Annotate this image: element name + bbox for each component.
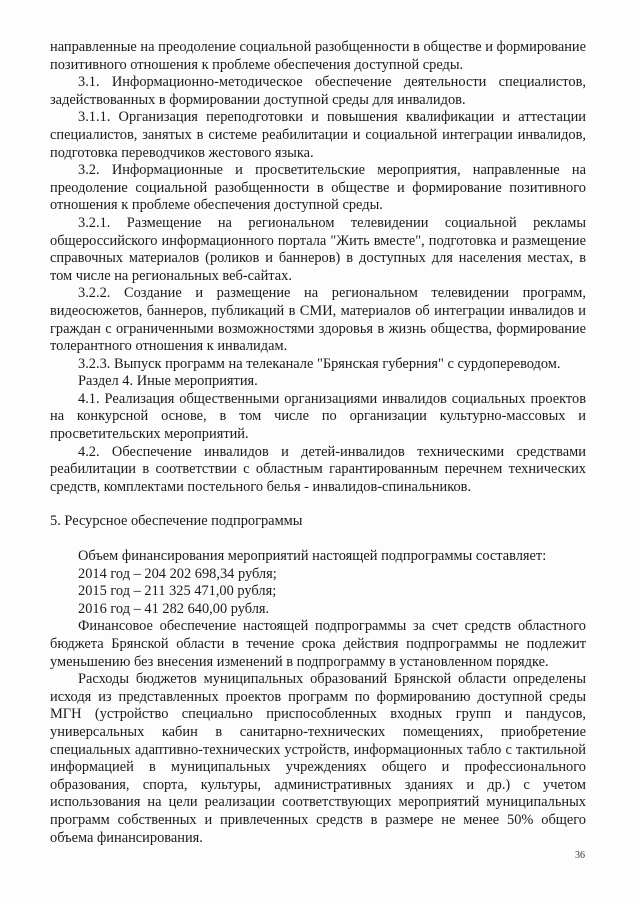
paragraph-3-2-2: 3.2.2. Создание и размещение на региональном телевидении программ, видеосюжетов, баннеров, публикаций в СМИ, материалов об интеграции инвалидов и граждан с ограниченными возможностями здоровья в жизнь общества, формирование толерантного отношения к инвалидам.	[50, 285, 586, 355]
paragraph-3-2-3: 3.2.3. Выпуск программ на телеканале "Брянская губерния" с сурдопереводом.	[78, 355, 561, 372]
document-body	[50, 39, 586, 847]
page-number: 36	[575, 850, 585, 861]
section-4-title: Раздел 4. Иные мероприятия.	[78, 373, 258, 390]
paragraph-4-2: 4.2. Обеспечение инвалидов и детей-инвалидов техническими средствами реабилитации в соответствии с областным гарантированным перечнем технических средств, комплектами постельного белья - инвалидов-спинальников.	[50, 443, 586, 495]
paragraph-municipal-expenses: Расходы бюджетов муниципальных образований Брянской области определены исходя из представленных проектов программ по формированию доступной среды МГН (устройство специально приспособленных входных групп и пандусов, универсальных кабин в санитарно-технических помещениях, приобретение специальных адаптивно-технических устройств, информационных табло с тактильной информацией в муниципальных учреждениях общего и профессионального образования, спорта, культуры, административных зданиях и др.) с учетом использования на цели реализации соответствующих мероприятий муниципальных программ собственных и привлеченных средств в размере не менее 50% общего объема финансирования.	[50, 671, 586, 846]
paragraph-4-1: 4.1. Реализация общественными организациями инвалидов социальных проектов на конкурсной основе, в том числе по организации культурно-массовых и просветительских мероприятий.	[50, 390, 586, 443]
paragraph-financial-provision: Финансовое обеспечение настоящей подпрограммы за счет средств областного бюджета Брянской области в течение срока действия подпрограммы не подлежит уменьшению без внесения изменений в подпрограмму в установленном порядке.	[50, 618, 586, 670]
funding-year-2014: 2014 год – 204 202 698,34 рубля;	[78, 565, 277, 582]
paragraph-3-1: 3.1. Информационно-методическое обеспечение деятельности специалистов, задействованных в формировании доступной среды для инвалидов.	[50, 74, 586, 108]
paragraph-3-2-1: 3.2.1. Размещение на региональном телевидении социальной рекламы общероссийского информационного портала "Жить вместе", подготовка и размещение справочных материалов (роликов и баннеров) в доступных для населения местах, в том числе на региональных веб-сайтах.	[50, 214, 586, 284]
funding-year-2015: 2015 год – 211 325 471,00 рубля;	[78, 583, 277, 600]
paragraph-3-1-1: 3.1.1. Организация переподготовки и повышения квалификации и аттестации специалистов, занятых в системе реабилитации и социальной интеграции инвалидов, подготовка переводчиков жестового языка.	[50, 109, 586, 161]
paragraph-continuation: направленные на преодоление социальной разобщенности в обществе и формирование позитивного отношения к проблеме обеспечения доступной среды.	[50, 39, 586, 73]
section-5-heading: 5. Ресурсное обеспечение подпрограммы	[50, 513, 303, 530]
funding-intro: Объем финансирования мероприятий настоящей подпрограммы составляет:	[78, 548, 547, 565]
paragraph-3-2: 3.2. Информационные и просветительские мероприятия, направленные на преодоление социальной разобщенности в обществе и формирование позитивного отношения к проблеме обеспечения доступной среды.	[50, 162, 586, 214]
funding-year-2016: 2016 год – 41 282 640,00 рубля.	[78, 600, 270, 617]
